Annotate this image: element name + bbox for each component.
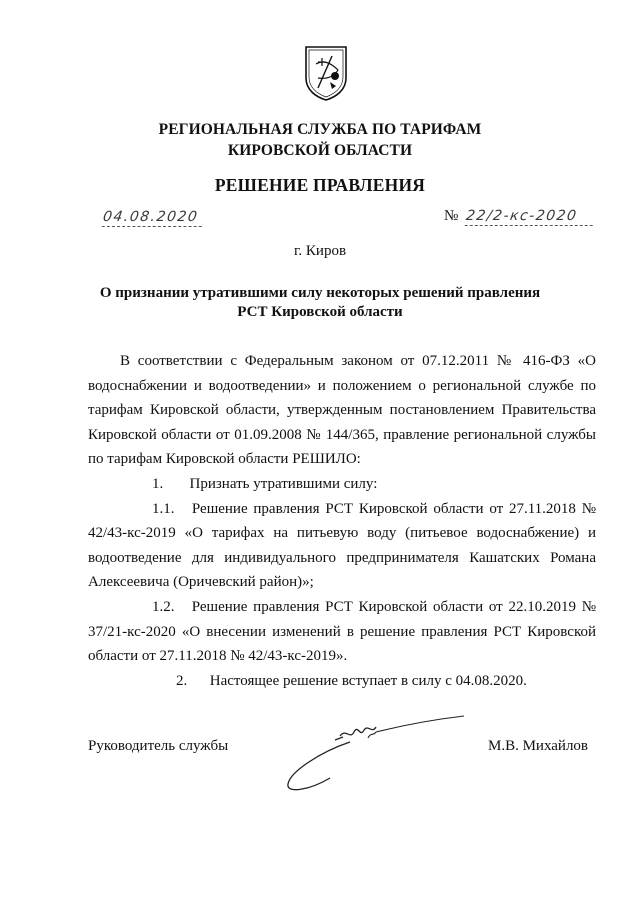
document-date: 04.08.2020 [102,208,205,227]
signer-name: М.В. Михайлов [488,738,589,754]
coat-of-arms-icon [302,44,350,102]
item-1-2-text: Решение правления РСТ Кировской области от 22.10.2019 № 37/21-кс-2020 «О внесении изменений в решение правления РСТ Кировской области от 27.11.2018 № 42/43-кс-2019». [88,598,597,665]
item-2-text: Настоящее решение вступает в силу с 04.08.2020. [209,672,527,689]
item-2 [88,669,596,694]
signer-position: Руководитель службы [88,738,229,754]
intro-paragraph: В соответствии с Федеральным законом от 07.12.2011 № 416-ФЗ «О водоснабжении и водоотведении» и положением о региональной службе по тарифам Кировской области, утвержденным постановлением Правительства Кировской области от 01.09.2008 № 144/365, правление региональной службы по тарифам Кировской области РЕШИЛО: [88,353,596,468]
org-name-line2: КИРОВСКОЙ ОБЛАСТИ [227,142,413,159]
item-1-1 [88,497,596,595]
number-sign: № [444,208,459,224]
item-1 [88,472,596,497]
item-1-text: Признать утратившими силу: [189,475,378,492]
org-name-line1: РЕГИОНАЛЬНАЯ СЛУЖБА ПО ТАРИФАМ [158,121,482,138]
subject-line2: РСТ Кировской области [237,304,403,320]
document-number: 22/2-кс-2020 [465,207,596,226]
document-title: РЕШЕНИЕ ПРАВЛЕНИЯ [214,175,426,195]
item-1-number: 1. [152,475,164,492]
item-2-number: 2. [176,672,188,689]
document-body [88,349,596,693]
item-1-2-number: 1.2. [152,598,175,615]
city: г. Киров [293,243,347,259]
item-1-2 [88,595,596,669]
subject-line1: О признании утратившими силу некоторых решений правления [99,285,541,301]
signature-icon [280,712,470,802]
item-1-1-text: Решение правления РСТ Кировской области от 27.11.2018 № 42/43-кс-2019 «О тарифах на питьевую воду (питьевое водоснабжение) и водоотведение для индивидуального предпринимателя Кашатских Романа Алексеевича (Оричевский район)»; [88,500,597,591]
item-1-1-number: 1.1. [152,500,175,517]
